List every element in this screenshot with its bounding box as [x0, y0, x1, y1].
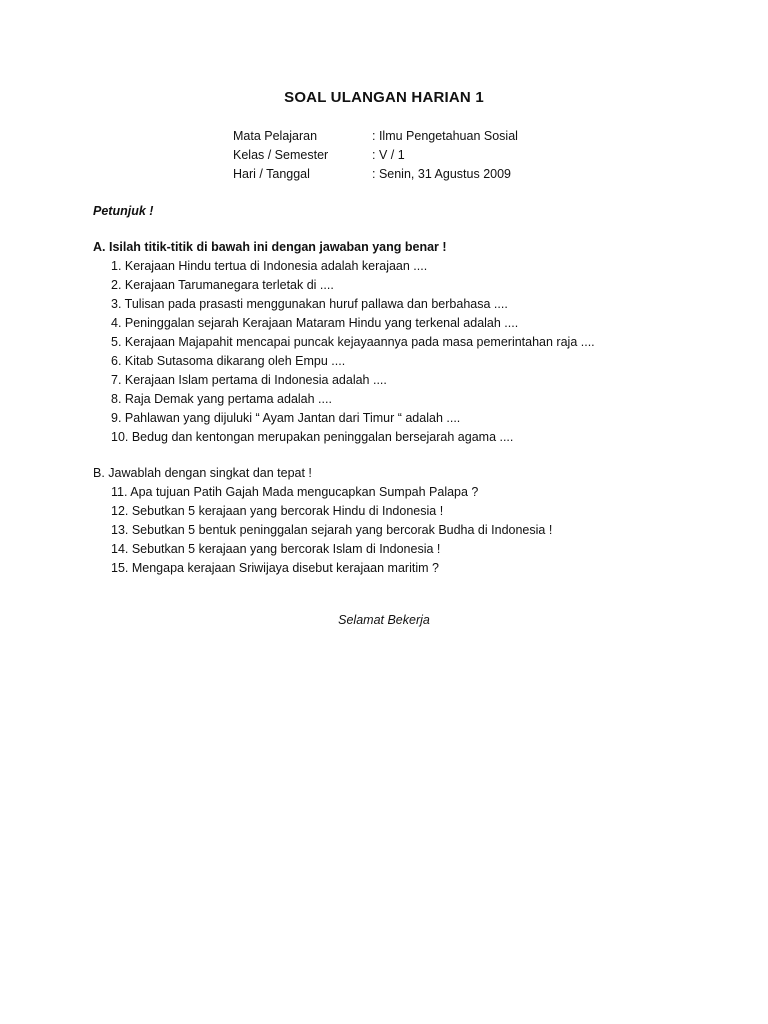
- section-b-questions: [93, 483, 733, 578]
- meta-row-date: [233, 165, 518, 184]
- question-item: 2. Kerajaan Tarumanegara terletak di ....: [111, 278, 334, 292]
- meta-value: : Ilmu Pengetahuan Sosial: [372, 129, 518, 143]
- meta-label: Hari / Tanggal: [233, 167, 310, 181]
- section-b: [93, 464, 733, 578]
- question-item: 14. Sebutkan 5 kerajaan yang bercorak Islam di Indonesia !: [111, 542, 441, 556]
- question-item: 11. Apa tujuan Patih Gajah Mada mengucapkan Sumpah Palapa ?: [111, 485, 479, 499]
- section-a-heading: A. Isilah titik-titik di bawah ini dengan jawaban yang benar !: [93, 240, 447, 254]
- question-item: 8. Raja Demak yang pertama adalah ....: [111, 392, 332, 406]
- question-item: 5. Kerajaan Majapahit mencapai puncak kejayaannya pada masa pemerintahan raja ....: [111, 335, 595, 349]
- meta-label: Mata Pelajaran: [233, 129, 318, 143]
- question-item: 9. Pahlawan yang dijuluki “ Ayam Jantan dari Timur “ adalah ....: [111, 411, 461, 425]
- question-item: 4. Peninggalan sejarah Kerajaan Mataram Hindu yang terkenal adalah ....: [111, 316, 519, 330]
- question-item: 15. Mengapa kerajaan Sriwijaya disebut kerajaan maritim ?: [111, 561, 439, 575]
- document-meta: [233, 127, 518, 184]
- section-a: [93, 238, 733, 447]
- question-item: 10. Bedug dan kentongan merupakan peninggalan bersejarah agama ....: [111, 430, 514, 444]
- meta-row-class: [233, 146, 518, 165]
- meta-label: Kelas / Semester: [233, 148, 329, 162]
- question-item: 12. Sebutkan 5 kerajaan yang bercorak Hindu di Indonesia !: [111, 504, 444, 518]
- question-item: 7. Kerajaan Islam pertama di Indonesia adalah ....: [111, 373, 387, 387]
- question-item: 6. Kitab Sutasoma dikarang oleh Empu ....: [111, 354, 346, 368]
- meta-row-subject: [233, 127, 518, 146]
- meta-value: : V / 1: [372, 148, 405, 162]
- section-b-heading: B. Jawablah dengan singkat dan tepat !: [93, 466, 312, 480]
- question-item: 13. Sebutkan 5 bentuk peninggalan sejarah yang bercorak Budha di Indonesia !: [111, 523, 553, 537]
- section-a-questions: [93, 257, 733, 447]
- closing-text: Selamat Bekerja: [338, 613, 430, 627]
- question-item: 3. Tulisan pada prasasti menggunakan huruf pallawa dan berbahasa ....: [111, 297, 508, 311]
- document-title: SOAL ULANGAN HARIAN 1: [284, 89, 484, 106]
- instructions-label: Petunjuk !: [93, 204, 154, 218]
- question-item: 1. Kerajaan Hindu tertua di Indonesia adalah kerajaan ....: [111, 259, 428, 273]
- meta-value: : Senin, 31 Agustus 2009: [372, 167, 511, 181]
